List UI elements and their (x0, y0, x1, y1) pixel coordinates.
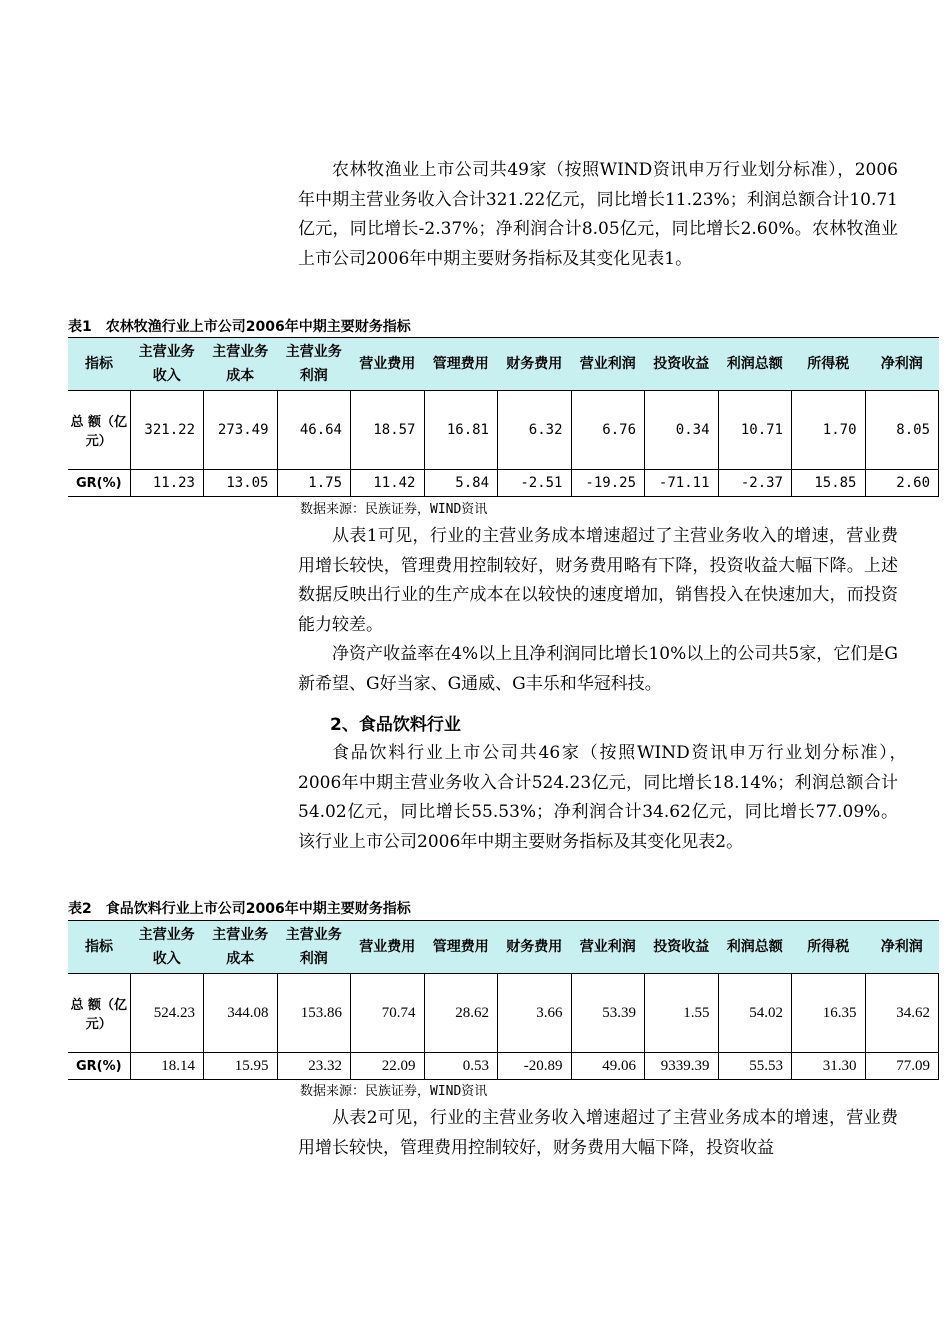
col-header: 主营业务收入 (130, 921, 204, 974)
table-row-total (68, 391, 939, 470)
col-header: 管理费用 (424, 921, 498, 974)
col-header: 主营业务成本 (204, 921, 278, 974)
table-cell: 2.60 (865, 470, 939, 497)
table-cell: 8.05 (865, 391, 939, 470)
table-cell: -20.89 (498, 1053, 572, 1080)
section-heading: 2、食品饮料行业 (330, 715, 461, 735)
table-cell: 55.53 (718, 1053, 792, 1080)
table-cell: 5.84 (424, 470, 498, 497)
paragraph: 从表2可见，行业的主营业务收入增速超过了主营业务成本的增速，营业费用增长较快，管理费用控制较好，财务费用大幅下降，投资收益 (298, 1108, 898, 1158)
table-cell: 18.14 (130, 1053, 204, 1080)
col-header: 所得税 (792, 338, 866, 391)
col-header: 投资收益 (645, 921, 719, 974)
table-row-total (68, 974, 939, 1053)
col-header: 营业利润 (571, 338, 645, 391)
col-header: 利润总额 (718, 338, 792, 391)
intro-food (298, 739, 915, 857)
table-cell: 34.62 (865, 974, 939, 1053)
table-cell: 524.23 (130, 974, 204, 1053)
table-cell: 28.62 (424, 974, 498, 1053)
col-header: 主营业务收入 (130, 338, 204, 391)
row-label: GR(%) (68, 1053, 130, 1080)
col-header: 指标 (68, 338, 130, 391)
table-cell: 1.70 (792, 391, 866, 470)
col-header: 投资收益 (645, 338, 719, 391)
table-cell: 153.86 (277, 974, 351, 1053)
col-header: 所得税 (792, 921, 866, 974)
table1-caption: 表1 农林牧渔行业上市公司2006年中期主要财务指标 (68, 319, 411, 335)
col-header: 主营业务成本 (204, 338, 278, 391)
table-cell: 10.71 (718, 391, 792, 470)
table-cell: 46.64 (277, 391, 351, 470)
row-label: GR(%) (68, 470, 130, 497)
intro-agri (298, 156, 898, 274)
table-cell: 11.42 (351, 470, 425, 497)
table-cell: 321.22 (130, 391, 204, 470)
col-header: 净利润 (865, 338, 939, 391)
table-cell: -2.37 (718, 470, 792, 497)
table2-source: 数据来源：民族证券，WIND资讯 (300, 1084, 488, 1099)
table-cell: 13.05 (204, 470, 278, 497)
row-label: 总 额（亿元） (68, 391, 130, 470)
table-cell: 15.95 (204, 1053, 278, 1080)
col-header: 营业利润 (571, 921, 645, 974)
table-header-row (68, 921, 939, 974)
table2-food-financials (68, 920, 939, 1080)
table-cell: -71.11 (645, 470, 719, 497)
table1-agri-financials (68, 337, 939, 497)
analysis-food (298, 1104, 898, 1163)
paragraph: 农林牧渔业上市公司共49家（按照WIND资讯申万行业划分标准），2006年中期主营业务收入合计321.22亿元，同比增长11.23%；利润总额合计10.71亿元，同比增长-2.37%；净利润合计8.05亿元，同比增长2.60%。农林牧渔业上市公司2006年中期主要财务指标及其变化见表1。 (298, 160, 898, 269)
table-cell: 6.32 (498, 391, 572, 470)
table-cell: 3.66 (498, 974, 572, 1053)
table-cell: 1.75 (277, 470, 351, 497)
table-header-row (68, 338, 939, 391)
col-header: 净利润 (865, 921, 939, 974)
col-header: 指标 (68, 921, 130, 974)
table-cell: 0.53 (424, 1053, 498, 1080)
table-cell: 18.57 (351, 391, 425, 470)
paragraph: 食品饮料行业上市公司共46家（按照WIND资讯申万行业划分标准）， 2006年中期主营业务收入合计524.23亿元，同比增长18.14%；利润总额合计54.02亿元，同比增长55.53%；净利润合计34.62亿元，同比增长77.09%。该行业上市公司2006年中期主要财务指标及其变化见表2。 (298, 743, 915, 852)
table-cell: 22.09 (351, 1053, 425, 1080)
table-cell: 15.85 (792, 470, 866, 497)
table-cell: 16.35 (792, 974, 866, 1053)
table-cell: 31.30 (792, 1053, 866, 1080)
table-cell: 77.09 (865, 1053, 939, 1080)
table-cell: -19.25 (571, 470, 645, 497)
table-cell: -2.51 (498, 470, 572, 497)
col-header: 营业费用 (351, 338, 425, 391)
table-cell: 70.74 (351, 974, 425, 1053)
analysis-agri (298, 522, 898, 699)
table-row-gr (68, 1053, 939, 1080)
table-cell: 1.55 (645, 974, 719, 1053)
table-cell: 16.81 (424, 391, 498, 470)
col-header: 营业费用 (351, 921, 425, 974)
table-cell: 273.49 (204, 391, 278, 470)
table-cell: 9339.39 (645, 1053, 719, 1080)
paragraph: 从表1可见，行业的主营业务成本增速超过了主营业务收入的增速，营业费用增长较快，管理费用控制较好，财务费用略有下降，投资收益大幅下降。上述数据反映出行业的生产成本在以较快的速度增加，销售投入在快速加大，而投资能力较差。 (298, 526, 898, 635)
col-header: 财务费用 (498, 921, 572, 974)
table-row-gr (68, 470, 939, 497)
row-label: 总 额（亿元） (68, 974, 130, 1053)
col-header: 主营业务利润 (277, 921, 351, 974)
col-header: 主营业务利润 (277, 338, 351, 391)
paragraph: 净资产收益率在4%以上且净利润同比增长10%以上的公司共5家，它们是G新希望、G好当家、G通威、G丰乐和华冠科技。 (298, 644, 898, 694)
table-cell: 0.34 (645, 391, 719, 470)
table-cell: 49.06 (571, 1053, 645, 1080)
table-cell: 23.32 (277, 1053, 351, 1080)
table-cell: 6.76 (571, 391, 645, 470)
table-cell: 11.23 (130, 470, 204, 497)
table-cell: 344.08 (204, 974, 278, 1053)
col-header: 利润总额 (718, 921, 792, 974)
col-header: 管理费用 (424, 338, 498, 391)
col-header: 财务费用 (498, 338, 572, 391)
table-cell: 53.39 (571, 974, 645, 1053)
table-cell: 54.02 (718, 974, 792, 1053)
table1-source: 数据来源：民族证券，WIND资讯 (300, 502, 488, 517)
table2-caption: 表2 食品饮料行业上市公司2006年中期主要财务指标 (68, 901, 411, 917)
